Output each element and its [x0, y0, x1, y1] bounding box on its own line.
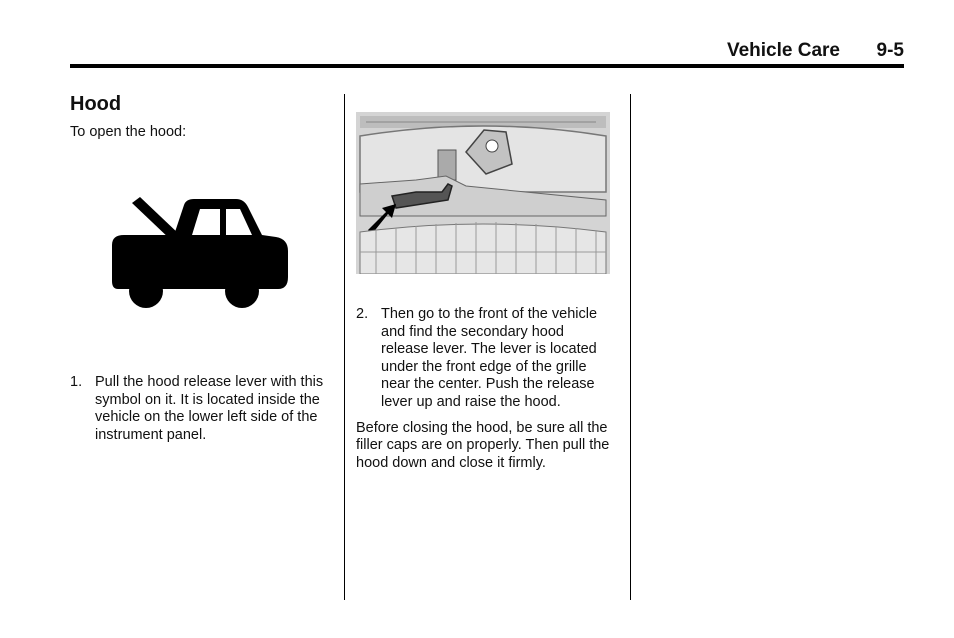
step-2 — [356, 306, 614, 412]
column-divider-left — [344, 94, 345, 600]
page-header — [70, 38, 904, 68]
header-page-number: 9-5 — [876, 40, 904, 61]
step-2-text: Then go to the front of the vehicle and find the secondary hood release lever. The lever is located under the front edge of the grille near the center. Push the release lever up and raise the hood. — [381, 306, 598, 410]
intro-text: To open the hood: — [70, 124, 187, 140]
column-divider-right — [630, 94, 631, 600]
step-1-number: 1. — [70, 374, 83, 390]
step-1-text: Pull the hood release lever with this symbol on it. It is located inside the vehicle on the lower left side of the instrument panel. — [95, 374, 324, 443]
section-title: Hood — [70, 93, 122, 115]
header-section-title: Vehicle Care — [726, 40, 840, 61]
step-2-number: 2. — [356, 306, 369, 322]
column-left — [70, 92, 332, 313]
column-middle — [356, 112, 614, 472]
secondary-hood-release-lever-illustration — [356, 112, 610, 274]
hood-release-car-icon — [110, 193, 290, 313]
closing-paragraph: Before closing the hood, be sure all the filler caps are on properly. Then pull the hood down and close it firmly. — [356, 419, 610, 471]
step-1 — [70, 374, 332, 444]
